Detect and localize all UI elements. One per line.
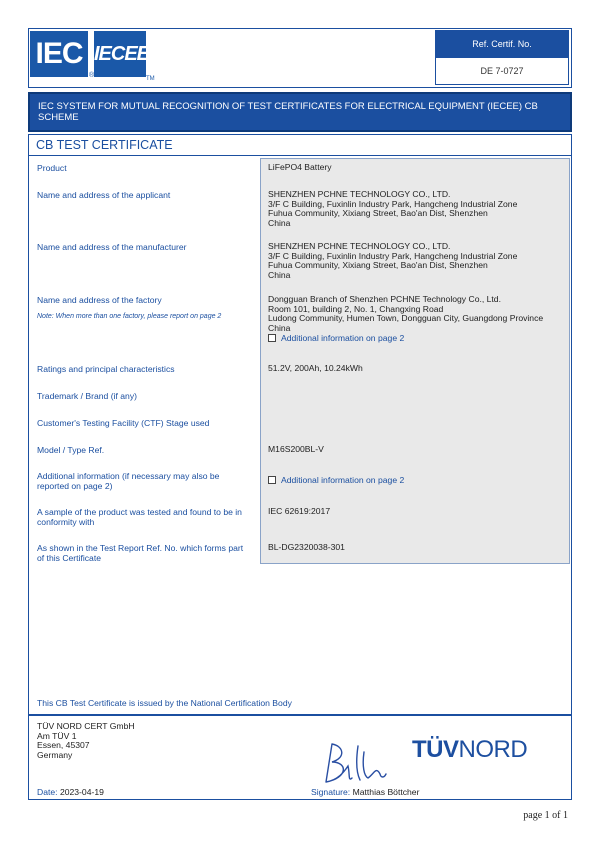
label-line: reported on page 2) <box>37 481 113 491</box>
address-line: TÜV NORD CERT GmbH <box>37 721 135 731</box>
label-line: Additional information (if necessary may also be <box>37 471 220 481</box>
checkbox-icon <box>268 334 276 342</box>
factory-address <box>268 295 564 333</box>
address-line: Fuhua Community, Xixiang Street, Bao'an Dist, Shenzhen <box>268 260 488 270</box>
address-line: Am TÜV 1 <box>37 730 77 741</box>
trademark-mark: TM <box>146 76 155 82</box>
factory-note: Note: When more than one factory, please report on page 2 <box>37 313 222 320</box>
address-line: 3/F C Building, Fuxinlin Industry Park, Hangcheng Industrial Zone <box>268 198 518 209</box>
address-line: SHENZHEN PCHNE TECHNOLOGY CO., LTD. <box>268 189 451 199</box>
address-line: SHENZHEN PCHNE TECHNOLOGY CO., LTD. <box>268 241 451 251</box>
product-label: Product <box>37 163 67 173</box>
address-line: China <box>268 269 291 280</box>
conformity-label <box>37 507 252 527</box>
checkbox-label: Additional information on page 2 <box>281 333 405 343</box>
issued-by-statement: This CB Test Certificate is issued by the National Certification Body <box>37 698 292 708</box>
applicant-address <box>268 190 564 228</box>
address-line: Dongguan Branch of Shenzhen PCHNE Technology Co., Ltd. <box>268 294 501 304</box>
handwritten-signature <box>318 738 388 786</box>
certificate-reference-box <box>435 30 569 85</box>
iecee-logo: IECEE <box>94 31 146 77</box>
signature-label: Signature: <box>311 787 351 797</box>
date-label: Date: <box>37 787 58 797</box>
checkbox-label: Additional information on page 2 <box>281 475 405 485</box>
label-line: conformity with <box>37 517 95 527</box>
checkbox-icon <box>268 476 276 484</box>
logo-thin-part: NORD <box>458 736 528 763</box>
additional-info-label <box>37 471 252 491</box>
address-line: China <box>268 217 291 228</box>
manufacturer-address <box>268 242 564 280</box>
address-line: Room 101, building 2, No. 1, Changxing Road <box>268 303 444 314</box>
iec-logo: IEC <box>30 31 88 77</box>
ratings-label: Ratings and principal characteristics <box>37 364 175 374</box>
signature-field <box>311 787 419 797</box>
label-line: of this Certificate <box>37 553 101 563</box>
label-line: A sample of the product was tested and found to be in <box>37 507 242 517</box>
scheme-banner: IEC SYSTEM FOR MUTUAL RECOGNITION OF TEST CERTIFICATES FOR ELECTRICAL EQUIPMENT (IECEE) CB SCHEME <box>28 92 572 132</box>
test-report-value: BL-DG2320038-301 <box>268 542 345 552</box>
factory-additional-info-checkbox[interactable] <box>268 333 404 343</box>
page-number: page 1 of 1 <box>523 810 568 821</box>
applicant-label: Name and address of the applicant <box>37 190 171 200</box>
model-label: Model / Type Ref. <box>37 445 105 455</box>
factory-label: Name and address of the factory <box>37 295 162 305</box>
address-line: 3/F C Building, Fuxinlin Industry Park, Hangcheng Industrial Zone <box>268 250 518 261</box>
date-field <box>37 787 104 797</box>
signature-name: Matthias Böttcher <box>352 787 420 797</box>
ctf-label: Customer's Testing Facility (CTF) Stage used <box>37 418 210 428</box>
title-divider <box>28 155 572 156</box>
additional-info-checkbox[interactable] <box>268 475 404 485</box>
address-line: Germany <box>37 749 73 760</box>
ratings-value: 51.2V, 200Ah, 10.24kWh <box>268 363 363 373</box>
address-line: Essen, 45307 <box>37 740 90 751</box>
ref-number: DE 7-0727 <box>480 66 524 76</box>
date-value: 2023-04-19 <box>59 787 104 797</box>
registered-mark: ® <box>89 72 95 79</box>
ref-label: Ref. Certif. No. <box>436 31 568 58</box>
logo-bold-part: TÜV <box>412 736 459 763</box>
address-line: China <box>268 322 291 333</box>
address-line: Ludong Community, Humen Town, Dongguan City, Guangdong Province <box>268 313 544 323</box>
product-value: LiFePO4 Battery <box>268 162 332 172</box>
tuv-nord-logo <box>412 736 527 764</box>
address-line: Fuhua Community, Xixiang Street, Bao'an Dist, Shenzhen <box>268 208 488 218</box>
certificate-title: CB TEST CERTIFICATE <box>36 138 173 152</box>
manufacturer-label: Name and address of the manufacturer <box>37 242 187 252</box>
label-line: As shown in the Test Report Ref. No. which forms part <box>37 543 244 553</box>
test-report-label <box>37 543 252 563</box>
model-value: M16S200BL-V <box>268 444 324 454</box>
trademark-label: Trademark / Brand (if any) <box>37 391 137 401</box>
standard-value: IEC 62619:2017 <box>268 506 331 516</box>
certification-body-address <box>37 722 135 760</box>
